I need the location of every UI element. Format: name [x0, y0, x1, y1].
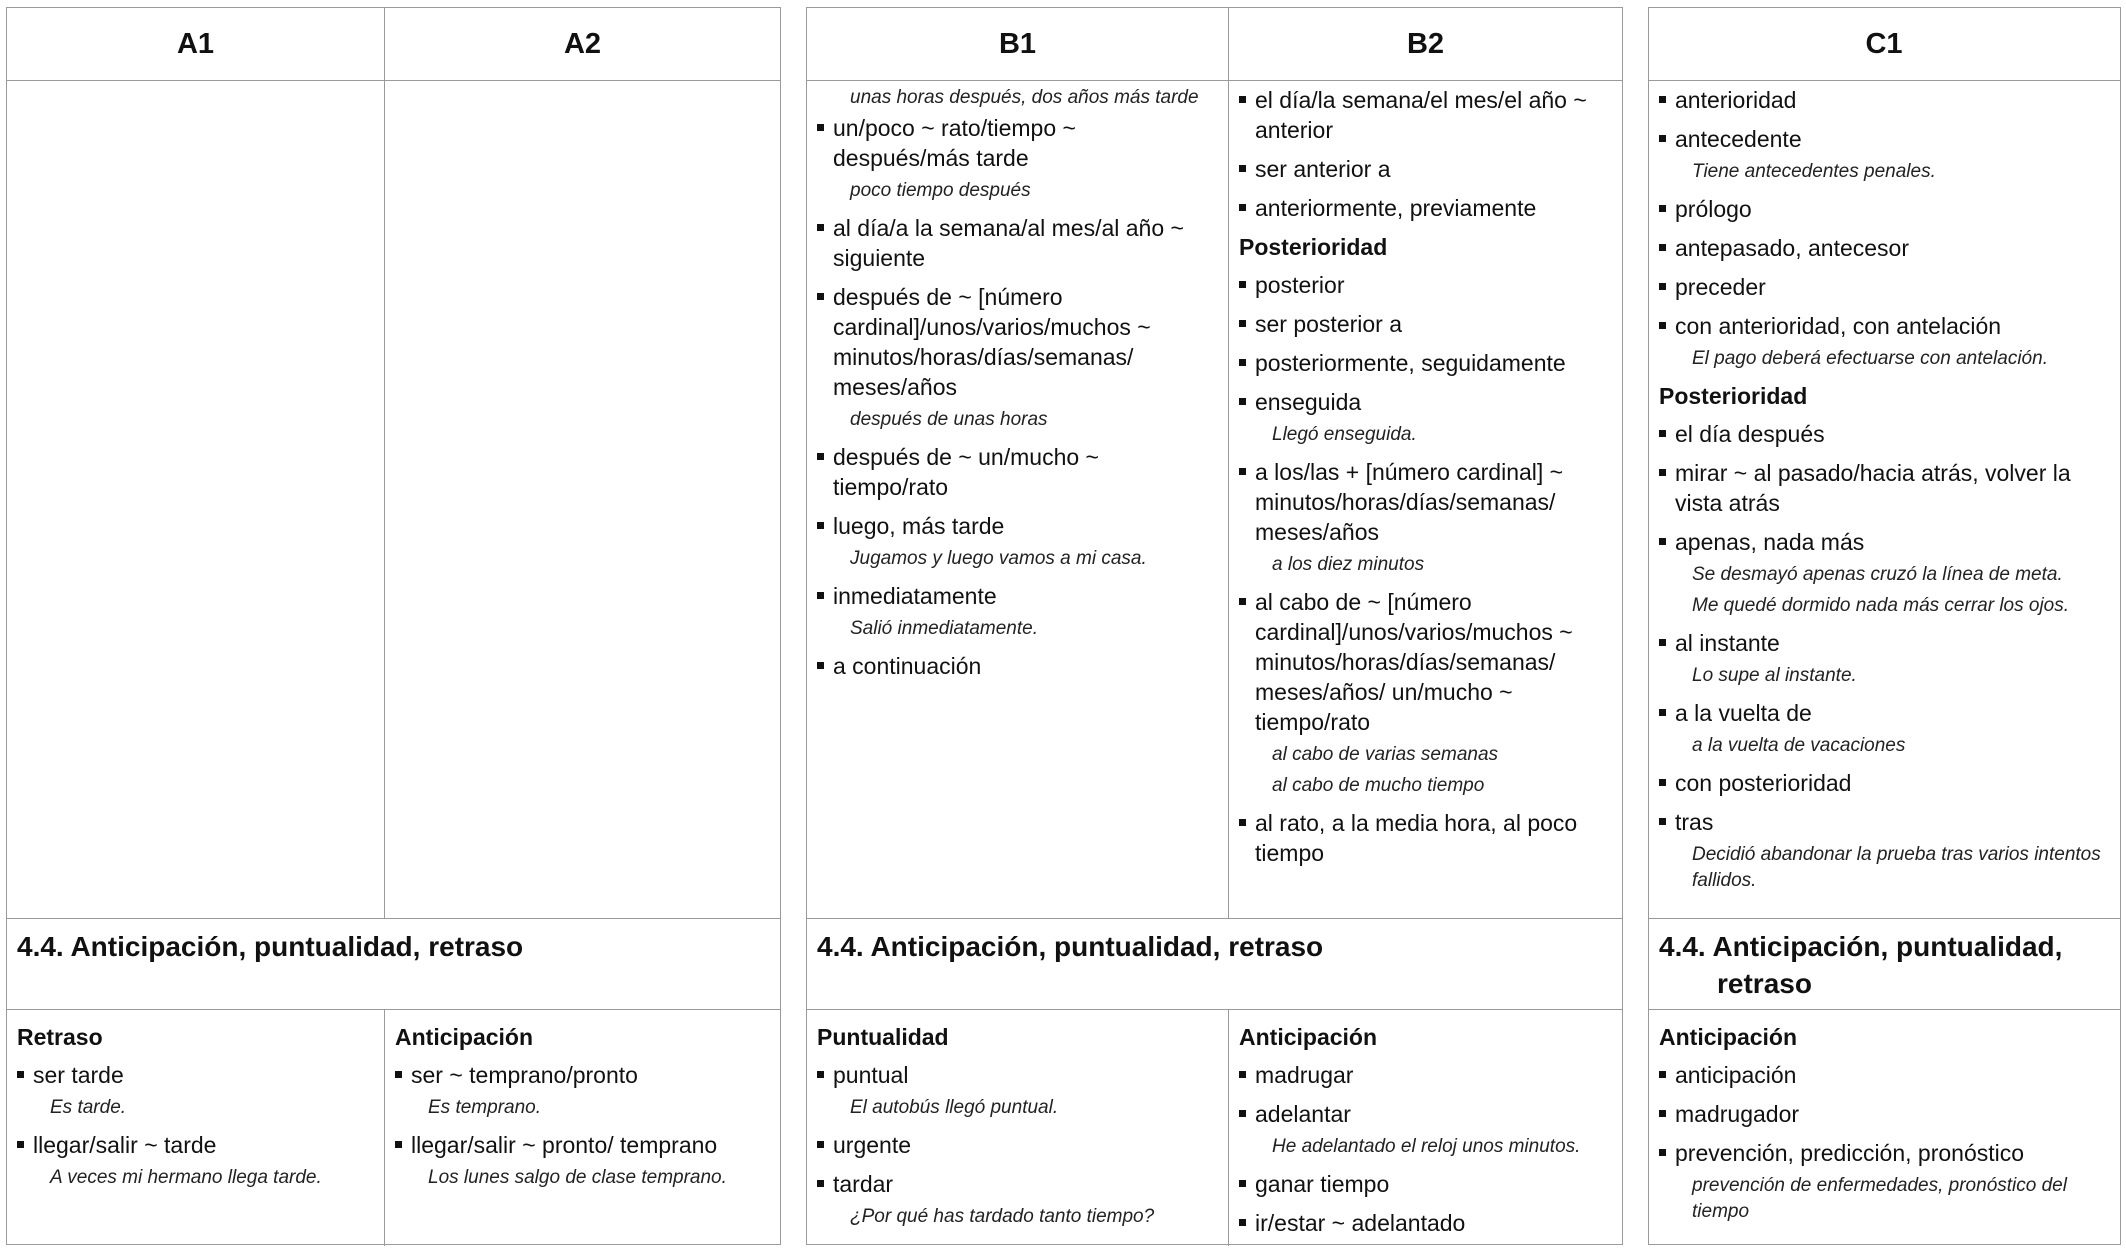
subheading: Posterioridad [1659, 383, 1808, 409]
list-item: ser posterior a [1239, 309, 1612, 339]
example-text: He adelantado el reloj unos minutos. [1272, 1136, 1581, 1157]
example-text: Los lunes salgo de clase temprano. [428, 1167, 727, 1188]
section-title-line: retraso [1717, 968, 1812, 999]
section-title: 4.4. Anticipación, puntualidad, retraso [17, 931, 524, 962]
example-text: al cabo de mucho tiempo [1272, 775, 1485, 796]
row-divider [1649, 918, 2120, 919]
example-text: El pago deberá efectuarse con antelación. [1692, 348, 2048, 369]
list-item: madrugador [1659, 1099, 2109, 1129]
list-item: con posterioridad [1659, 768, 2109, 798]
section-title: 4.4. Anticipación, puntualidad, retraso [817, 931, 1324, 962]
subheading: Posterioridad [1239, 234, 1388, 260]
list-item: posterior [1239, 270, 1612, 300]
example-text: Salió inmediatamente. [850, 618, 1038, 639]
subheading: Anticipación [1239, 1024, 1378, 1050]
c1-upper [1649, 85, 2119, 903]
header-a1: A1 [176, 27, 215, 60]
c1-lower [1649, 1022, 2119, 1234]
list-item: posteriormente, seguidamente [1239, 348, 1612, 378]
list-item: el día/la semana/el mes/el año ~ anterior [1239, 85, 1612, 145]
subheading: Puntualidad [817, 1024, 949, 1050]
list-item: luego, más tarde [817, 511, 1218, 541]
example-text: El autobús llegó puntual. [850, 1097, 1059, 1118]
list-item: a la vuelta de [1659, 698, 2109, 728]
example-text: después de unas horas [850, 409, 1048, 430]
example-text: ¿Por qué has tardado tanto tiempo? [850, 1206, 1155, 1227]
example-text: a la vuelta de vacaciones [1692, 735, 1906, 756]
list-item: el día después [1659, 419, 2109, 449]
example-text: poco tiempo después [850, 180, 1031, 201]
list-item: anticipación [1659, 1060, 2109, 1090]
row-divider [807, 80, 1622, 81]
list-item: tras [1659, 807, 2109, 837]
list-item: ser anterior a [1239, 154, 1612, 184]
list-item: prólogo [1659, 194, 2109, 224]
list-item: enseguida [1239, 387, 1612, 417]
list-item: después de ~ un/mucho ~ tiempo/rato [817, 442, 1218, 502]
example-text: Lo supe al instante. [1692, 665, 1857, 686]
example-text: Me quedé dormido nada más cerrar los ojos. [1692, 595, 2070, 616]
list-item: urgente [817, 1130, 1218, 1160]
example-text: al cabo de varias semanas [1272, 744, 1499, 765]
example-text: Se desmayó apenas cruzó la línea de meta. [1692, 564, 2063, 585]
subheading: Anticipación [395, 1024, 534, 1050]
list-item: apenas, nada más [1659, 527, 2109, 557]
list-item: llegar/salir ~ pronto/ temprano [395, 1130, 770, 1160]
example-text: Llegó enseguida. [1272, 424, 1417, 445]
example-text: Es tarde. [50, 1097, 127, 1118]
example-text: prevención de enfermedades, pronóstico del tiempo [1692, 1175, 2067, 1222]
b2-lower [1229, 1022, 1622, 1247]
list-item: al día/a la semana/al mes/al año ~ siguiente [817, 213, 1218, 273]
b1-upper [807, 85, 1228, 690]
list-item: mirar ~ al pasado/hacia atrás, volver la vista atrás [1659, 458, 2109, 518]
header-a2: A2 [563, 27, 602, 60]
list-item: llegar/salir ~ tarde [17, 1130, 374, 1160]
header-b1: B1 [998, 27, 1037, 60]
header-c1: C1 [1865, 27, 1903, 60]
list-item: adelantar [1239, 1099, 1612, 1129]
list-item: preceder [1659, 272, 2109, 302]
list-item: un/poco ~ rato/tiempo ~ después/más tarde [817, 113, 1218, 173]
a1-lower [7, 1022, 384, 1200]
list-item: ser tarde [17, 1060, 374, 1090]
example-text: A veces mi hermano llega tarde. [50, 1167, 322, 1188]
example-text: Decidió abandonar la prueba tras varios intentos fallidos. [1692, 844, 2101, 891]
row-divider [1649, 1009, 2120, 1010]
section-title-line: 4.4. Anticipación, puntualidad, [1659, 931, 2063, 962]
b1-lower [807, 1022, 1228, 1239]
panel-a [6, 7, 781, 1245]
list-item: a los/las + [número cardinal] ~ minutos/horas/días/semanas/ meses/años [1239, 457, 1612, 547]
column-divider [384, 8, 385, 918]
list-item: al instante [1659, 628, 2109, 658]
list-item: ganar tiempo [1239, 1169, 1612, 1199]
list-item: ir/estar ~ adelantado [1239, 1208, 1612, 1238]
list-item: inmediatamente [817, 581, 1218, 611]
row-divider [807, 918, 1622, 919]
row-divider [1649, 80, 2120, 81]
list-item: madrugar [1239, 1060, 1612, 1090]
header-b2: B2 [1406, 27, 1445, 60]
list-item: al cabo de ~ [número cardinal]/unos/varios/muchos ~ minutos/horas/días/semanas/ meses/años/ un/mucho ~ tiempo/rato [1239, 587, 1612, 737]
list-item: tardar [817, 1169, 1218, 1199]
subheading: Retraso [17, 1024, 103, 1050]
example-text: unas horas después, dos años más tarde [850, 87, 1199, 108]
example-text: Tiene antecedentes penales. [1692, 161, 1936, 182]
panel-c [1648, 7, 2121, 1245]
row-divider [7, 1009, 780, 1010]
list-item: puntual [817, 1060, 1218, 1090]
list-item: antecedente [1659, 124, 2109, 154]
list-item: ser ~ temprano/pronto [395, 1060, 770, 1090]
subheading: Anticipación [1659, 1024, 1798, 1050]
list-item: anteriormente, previamente [1239, 193, 1612, 223]
list-item: al rato, a la media hora, al poco tiempo [1239, 808, 1612, 868]
panel-b [806, 7, 1623, 1245]
list-item: anterioridad [1659, 85, 2109, 115]
list-item: prevención, predicción, pronóstico [1659, 1138, 2109, 1168]
row-divider [7, 80, 780, 81]
example-text: Jugamos y luego vamos a mi casa. [850, 548, 1147, 569]
a2-lower [385, 1022, 780, 1200]
list-item: a continuación [817, 651, 1218, 681]
section-title [1649, 928, 2120, 1002]
list-item: antepasado, antecesor [1659, 233, 2109, 263]
b2-upper [1229, 85, 1622, 877]
list-item: después de ~ [número cardinal]/unos/varios/muchos ~ minutos/horas/días/semanas/ meses/años [817, 282, 1218, 402]
list-item: con anterioridad, con antelación [1659, 311, 2109, 341]
row-divider [807, 1009, 1622, 1010]
row-divider [7, 918, 780, 919]
example-text: Es temprano. [428, 1097, 541, 1118]
example-text: a los diez minutos [1272, 554, 1425, 575]
